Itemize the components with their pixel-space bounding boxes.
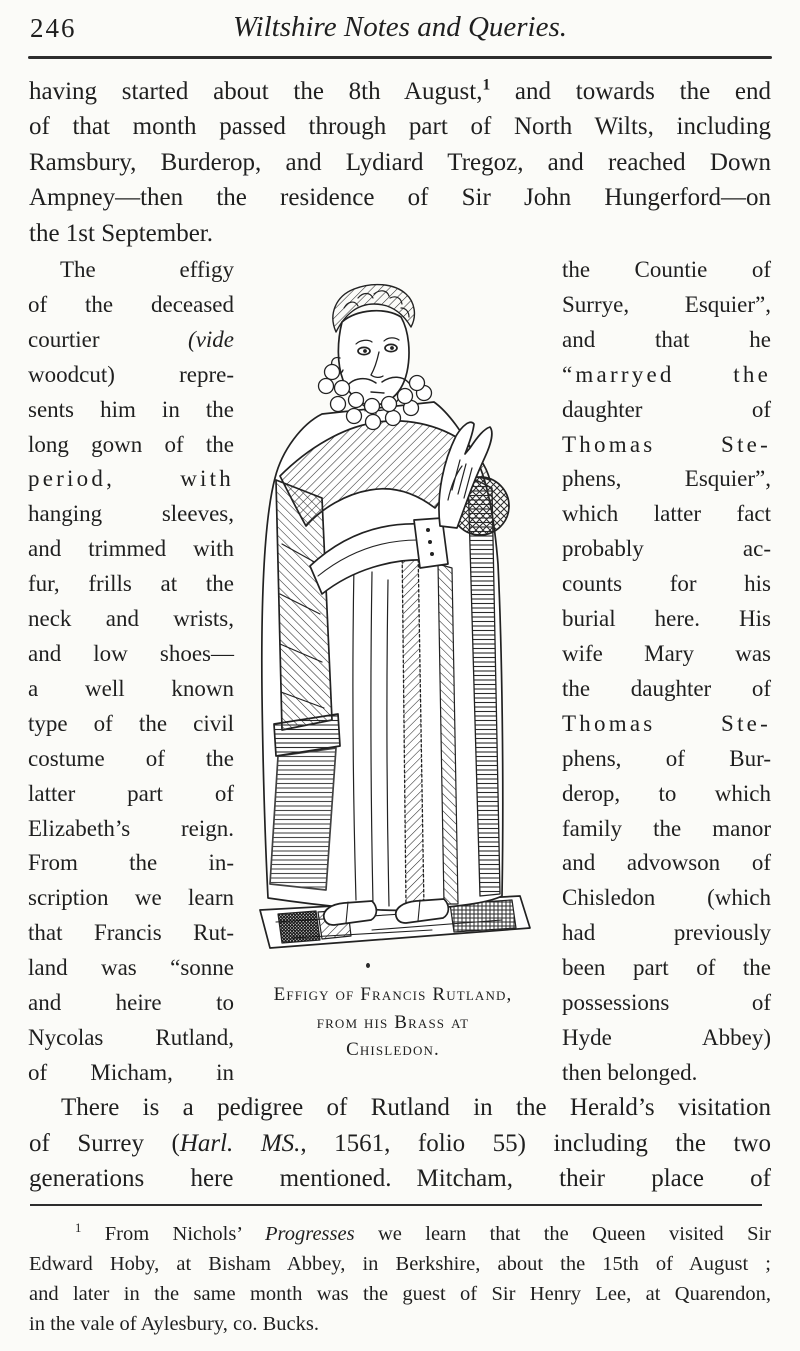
text-line: of Micham, in [28,1059,234,1085]
text-line: and low shoes— [28,640,234,666]
text-line: Effigy of Francis Rutland, [273,984,513,1005]
text-line: then belonged. [562,1059,698,1085]
text-line: fur, frills at the [28,571,234,597]
text-line: derop, to which [562,780,771,806]
pedigree-paragraph [29,1090,771,1197]
text-line: From the in- [28,850,234,876]
text-line: probably ac- [562,536,771,562]
text-line: had previously [562,920,771,946]
text-line: and advowson of [562,850,771,876]
left-column [28,253,234,1091]
text-line: The effigy [60,257,234,282]
text-line: and heire to [28,990,234,1016]
right-column [562,253,771,1091]
header-rule [28,56,772,59]
text-line: a well known [28,675,234,701]
text-line: and trimmed with [28,536,234,562]
text-line: period, with [28,466,234,492]
text-line: phens, of Bur- [562,745,771,771]
text-line: land was “sonne [28,955,234,981]
text-line: which latter fact [562,501,771,527]
text-line: Ampney—then the residence of Sir John Hungerford—on [29,184,771,212]
text-line: Surrye, Esquier”, [562,291,771,317]
text-line: generations here mentioned. Mitcham, their place of [29,1165,771,1192]
text-line: and that he [562,326,771,352]
text-line: been part of the [562,955,771,981]
text-line: Thomas Ste- [562,431,771,457]
intro-paragraph [29,74,771,251]
text-line: scription we learn [28,885,234,911]
text-line: neck and wrists, [28,606,234,632]
text-line: Edward Hoby, at Bisham Abbey, in Berkshire, about the 15th of August ; [29,1253,771,1275]
woodcut-caption [240,981,546,1064]
footnote-rule [30,1204,762,1206]
page-title: Wiltshire Notes and Queries. [232,11,568,43]
text-line: that Francis Rut- [28,920,234,946]
page-number: 246 [30,13,77,43]
text-line: Chisledon (which [562,885,771,911]
text-line: the Countie of [562,257,771,282]
text-line: $^1$ From Nichols’ Progresses we learn that the Queen visited Sir [75,1221,771,1245]
text-line: in the vale of Aylesbury, co. Bucks. [29,1313,319,1335]
footnote [29,1219,771,1339]
text-line: the daughter of [562,675,771,701]
text-line: of Surrey (Harl. MS., 1561, folio 55) including the two [29,1129,771,1157]
text-line: latter part of [28,780,234,806]
text-line: the 1st September. [29,219,213,247]
text-line: Thomas Ste- [562,710,771,736]
text-line: family the manor [562,815,771,841]
text-line: daughter of [562,396,771,422]
text-line: Chisledon. [346,1039,440,1060]
text-line: having started about the 8th August,$^1$ and towards the end [29,76,771,105]
text-line: Ramsbury, Burderop, and Lydiard Tregoz, and reached Down [29,148,771,176]
text-line: wife Mary was [562,640,771,666]
effigy-woodcut [252,264,538,966]
text-line: There is a pedigree of Rutland in the Herald’s visitation [61,1094,771,1121]
text-line: of the deceased [28,291,234,317]
text-line: of that month passed through part of North Wilts, including [29,113,771,141]
text-line: courtier (vide [28,326,234,352]
text-line: possessions of [562,990,771,1016]
text-line: woodcut) repre- [28,361,234,387]
text-line: Nycolas Rutland, [28,1024,234,1050]
text-line: burial here. His [562,606,771,632]
effigy-woodcut-illustration [252,264,538,966]
text-line: type of the civil [28,710,234,736]
scan-speck [366,963,370,968]
text-line: Hyde Abbey) [562,1024,771,1050]
text-line: hanging sleeves, [28,501,234,527]
text-line: and later in the same month was the guest of Sir Henry Lee, at Quarendon, [29,1283,771,1305]
text-line: Elizabeth’s reign. [28,815,234,841]
text-line: phens, Esquier”, [562,466,771,492]
text-line: long gown of the [28,431,234,457]
text-line: costume of the [28,745,234,771]
text-line: counts for his [562,571,771,597]
text-line: “marryed the [562,361,771,387]
text-line: sents him in the [28,396,234,422]
text-line: from his Brass at [316,1011,470,1033]
